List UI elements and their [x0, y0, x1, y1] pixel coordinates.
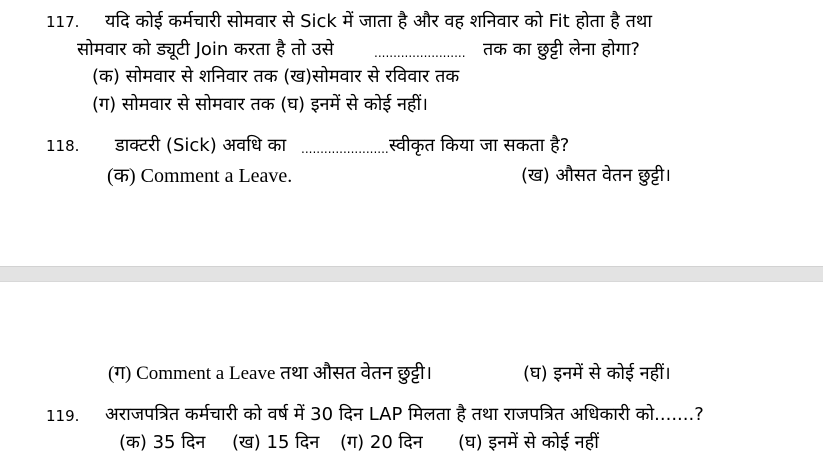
- question-text-end: स्वीकृत किया जा सकता है?: [389, 135, 570, 156]
- question-text: अराजपत्रित कर्मचारी को वर्ष में 30 दिन LAP मिलता है तथा राजपत्रित अधिकारी को.......?: [105, 404, 704, 425]
- option-b: (ख) औसत वेतन छुट्टी।: [521, 165, 671, 186]
- question-number: 119.: [46, 407, 80, 425]
- options-row-2: (ग) सोमवार से सोमवार तक (घ) इनमें से कोई नहीं।: [92, 94, 428, 115]
- option-d: (घ) इनमें से कोई नहीं: [458, 432, 599, 453]
- option-a: (क) 35 दिन: [119, 432, 206, 453]
- question-text-line2-start: सोमवार को ड्यूटी Join करता है तो उसे: [77, 39, 334, 60]
- question-text-line1: यदि कोई कर्मचारी सोमवार से Sick में जाता है और वह शनिवार को Fit होता है तथा: [105, 11, 653, 32]
- fill-blank: ........................: [374, 46, 466, 60]
- question-text-line2-end: तक का छुट्टी लेना होगा?: [483, 39, 640, 60]
- option-c: [108, 364, 432, 383]
- options-row-1: (क) सोमवार से शनिवार तक (ख)सोमवार से रविवार तक: [92, 66, 460, 87]
- option-c-text: (ग) Comment a Leave तथा औसत वेतन छुट्टी।: [108, 363, 433, 384]
- question-text-start: डाक्टरी (Sick) अवधि का: [115, 135, 287, 156]
- fill-blank: .......................: [301, 142, 389, 156]
- question-number: 118.: [46, 137, 80, 155]
- option-d: (घ) इनमें से कोई नहीं।: [523, 363, 671, 384]
- option-c: (ग) 20 दिन: [340, 432, 423, 453]
- option-a: [107, 166, 292, 186]
- question-number: 117.: [46, 13, 80, 31]
- option-a-text: (क) Comment a Leave.: [107, 165, 293, 187]
- option-b: (ख) 15 दिन: [232, 432, 320, 453]
- page-gap-divider: [0, 266, 823, 282]
